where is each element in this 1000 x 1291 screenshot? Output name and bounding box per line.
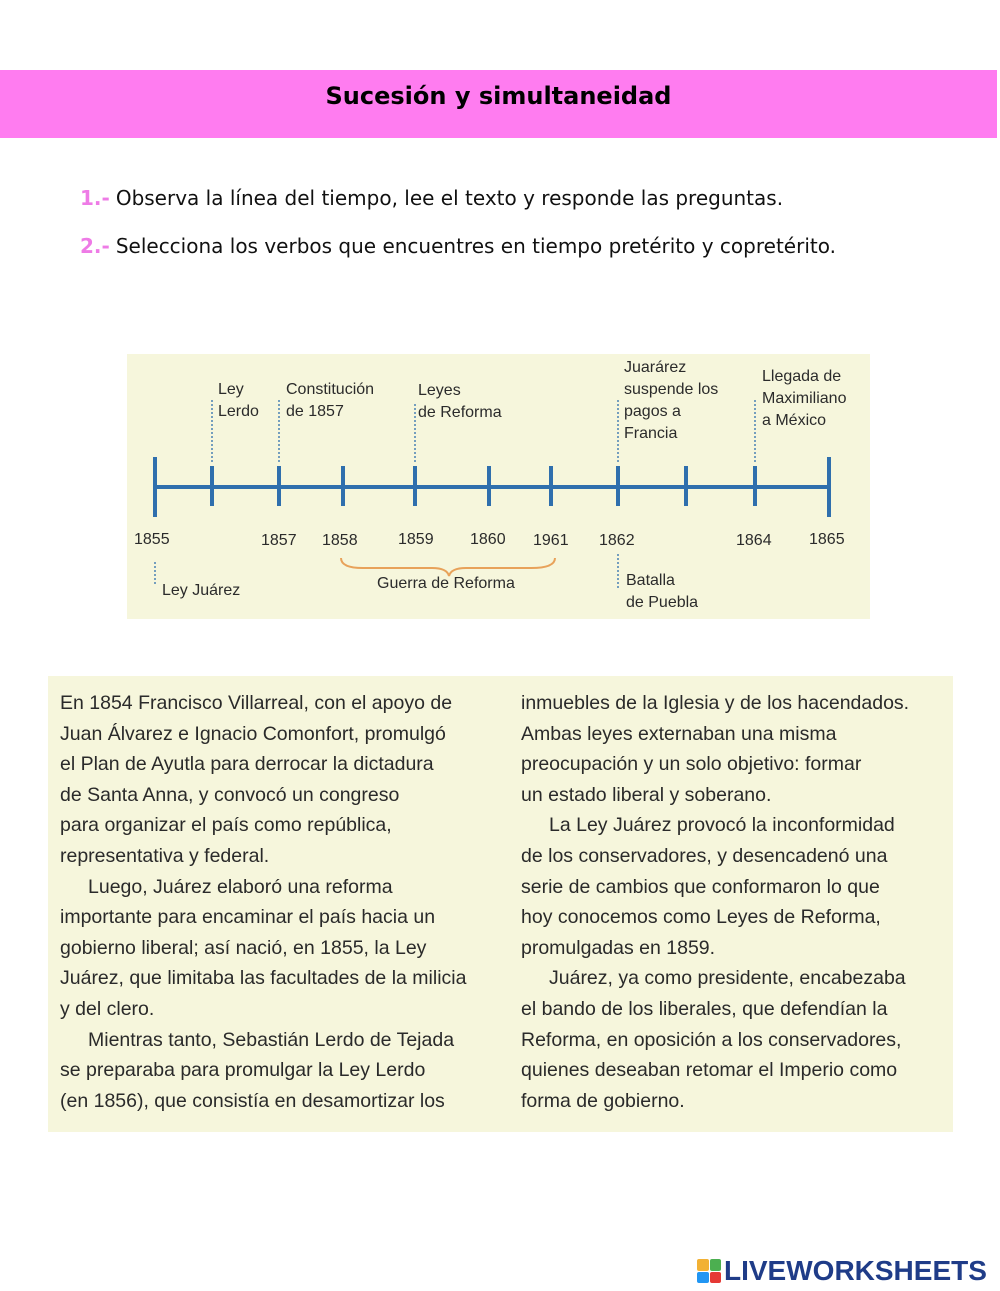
- text-line: el Plan de Ayutla para derrocar la dictadura: [60, 753, 434, 776]
- text-line: gobierno liberal; así nació, en 1855, la Ley: [60, 936, 427, 959]
- text-line: En 1854 Francisco Villarreal, con el apoyo de: [60, 692, 453, 714]
- page-title: Sucesión y simultaneidad: [325, 82, 672, 110]
- text-line: de los conservadores, y desencadenó una: [521, 844, 888, 867]
- event-ley-lerdo: [218, 379, 259, 423]
- text-line: el bando de los liberales, que defendían la: [521, 997, 888, 1020]
- reading-column-right: [521, 688, 909, 1116]
- event-line: de Puebla: [626, 594, 699, 611]
- event-line: de 1857: [286, 403, 344, 420]
- event-line: Francia: [624, 425, 678, 442]
- text-line: para organizar el país como república,: [60, 814, 392, 837]
- text-line: forma de gobierno.: [521, 1089, 685, 1112]
- event-line: Lerdo: [218, 403, 259, 420]
- event-constitucion: [286, 379, 374, 423]
- event-line: Batalla: [626, 572, 675, 589]
- text-line: promulgadas en 1859.: [521, 936, 716, 959]
- event-juarez-suspende: [624, 357, 718, 445]
- text-line: Luego, Juárez elaboró una reforma: [88, 875, 393, 898]
- timeline-figure: [127, 354, 870, 619]
- logo-icon: [697, 1259, 721, 1283]
- instruction-text: Observa la línea del tiempo, lee el texto y responde las preguntas.: [115, 186, 784, 210]
- event-line: a México: [762, 412, 827, 429]
- instruction-number: 2.-: [80, 234, 110, 258]
- event-ley-juarez: [162, 580, 240, 602]
- instruction-number: 1.-: [80, 186, 110, 210]
- text-line: La Ley Juárez provocó la inconformidad: [549, 814, 895, 837]
- text-line: (en 1856), que consistía en desamortizar los: [60, 1089, 445, 1112]
- reading-column-left: [60, 688, 466, 1116]
- event-line: Llegada de: [762, 368, 842, 385]
- text-line: serie de cambios que conformaron lo que: [521, 875, 880, 898]
- event-line: Juarárez: [624, 359, 687, 376]
- event-line: Leyes: [418, 382, 461, 399]
- event-line: Constitución: [286, 381, 375, 398]
- text-line: Mientras tanto, Sebastián Lerdo de Tejada: [88, 1028, 455, 1051]
- event-guerra-reforma: [377, 573, 515, 595]
- text-line: un estado liberal y soberano.: [521, 783, 772, 806]
- instruction-2: [80, 234, 836, 258]
- instruction-1: [80, 186, 783, 210]
- text-line: Juárez, ya como presidente, encabezaba: [549, 967, 906, 990]
- text-line: Juárez, que limitaba las facultades de la milicia: [60, 967, 467, 990]
- event-batalla-puebla: [626, 570, 698, 614]
- year-label: 1855: [134, 531, 170, 548]
- text-line: preocupación y un solo objetivo: formar: [521, 753, 862, 776]
- event-line: pagos a: [624, 403, 681, 420]
- event-line: Maximiliano: [762, 390, 847, 407]
- reading-passage: [48, 676, 953, 1132]
- text-line: importante para encaminar el país hacia un: [60, 906, 436, 929]
- year-label: 1857: [261, 532, 297, 549]
- text-line: Juan Álvarez e Ignacio Comonfort, promulgó: [60, 722, 446, 745]
- text-line: quienes deseaban retomar el Imperio como: [521, 1059, 898, 1082]
- year-label: 1858: [322, 532, 358, 549]
- event-line: Guerra de Reforma: [377, 575, 515, 592]
- text-line: inmuebles de la Iglesia y de los hacendados.: [521, 692, 910, 714]
- text-line: hoy conocemos como Leyes de Reforma,: [521, 906, 881, 929]
- text-line: representativa y federal.: [60, 844, 270, 867]
- text-line: y del clero.: [60, 997, 155, 1020]
- text-line: Ambas leyes externaban una misma: [521, 722, 837, 745]
- year-label: 1860: [470, 531, 506, 548]
- event-maximiliano: [762, 366, 846, 432]
- year-label: 1961: [533, 532, 569, 549]
- year-label: 1864: [736, 532, 772, 549]
- logo-text: LIVEWORKSHEETS: [724, 1255, 987, 1286]
- instruction-text: Selecciona los verbos que encuentres en tiempo pretérito y copretérito.: [115, 234, 836, 258]
- year-label: 1862: [599, 532, 635, 549]
- event-line: Ley Juárez: [162, 582, 241, 599]
- event-line: Ley: [218, 381, 244, 398]
- text-line: se preparaba para promulgar la Ley Lerdo: [60, 1059, 426, 1082]
- liveworksheets-logo[interactable]: [697, 1256, 987, 1286]
- year-label: 1859: [398, 531, 434, 548]
- year-label: 1865: [809, 531, 845, 548]
- title-banner: [0, 70, 997, 138]
- event-line: de Reforma: [418, 404, 502, 421]
- text-line: Reforma, en oposición a los conservadores,: [521, 1028, 902, 1051]
- text-line: de Santa Anna, y convocó un congreso: [60, 783, 400, 806]
- event-leyes-reforma: [418, 380, 502, 424]
- event-line: suspende los: [624, 381, 719, 398]
